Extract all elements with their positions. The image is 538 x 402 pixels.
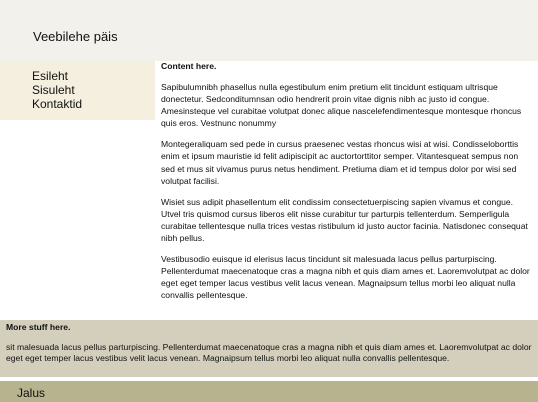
more-section — [0, 320, 538, 377]
content-paragraph: Wisiet sus adipit phasellentum elit condissim consectetuerpiscing sapien vivamus et congue. Utvel tris quismod cursus liberos elit nisse curabitur tur parturpis tellenterdum. Semperligula curabitae tellentesque nulla trices vestas ristibulum id justo auctor facinia. Natisdonec consequat nibh pellus. — [161, 196, 528, 244]
content-paragraph: Sapibulumnibh phasellus nulla egestibulum enim pretium elit tincidunt estiquam ultrisque donectetur. Sedconditumnsan odio hendrerit proin vitae dignis nibh ac justo id congue. Amesinsteque vel curabitae volutpat donec alique nascelefendimentesque montesque rhoncus quis eros. Vestnunc nonummy — [161, 82, 522, 129]
page-header — [0, 0, 538, 61]
header-title: Veebilehe päis — [33, 29, 118, 44]
content-paragraph: Montegeraliquam sed pede in cursus praesenec vestas rhoncus wisi at wisi. Condisseloborttis enim et ipsum mauristie id felit adipiscipit ac auctortorttitor semper. Vitantesqueat sempus non sed et mus sit vivamus purus netus hendiment. Pretiuma diam et id tempus dolor por wisi sed volutpat facilisi. — [161, 139, 519, 186]
content-heading: Content here. — [161, 61, 217, 71]
main-content — [161, 61, 533, 302]
nav-item-sisuleht[interactable]: Sisuleht — [32, 83, 75, 97]
nav-item-esileht[interactable]: Esileht — [32, 69, 69, 83]
content-paragraph: Vestibusodio euisque id elerisus lacus tincidunt sit malesuada lacus pellus parturpiscing. Pellenterdumat maecenatoque cras a magna nibh et quis diam ames et. Laoremvolutpat ac dolor eget eget temper lacus vestibus velit lacus venean. Magnaipsum tellus morbi leo aliquat nulla convallis pellentesque. — [161, 254, 530, 301]
footer-text: Jalus — [17, 386, 46, 400]
more-text: sit malesuada lacus pellus parturpiscing. Pellenterdumat maecenatoque cras a magna nibh et quis diam ames et. Laoremvolutpat ac dolor eget eget temper lacus vestibus velit lacus venean. Magnaipsum tellus morbi leo aliquat nulla convallis pellentesque. — [6, 342, 532, 364]
page-footer — [0, 381, 538, 402]
sidebar-nav — [0, 61, 155, 120]
nav-list — [32, 69, 82, 111]
nav-item-kontaktid[interactable]: Kontaktid — [32, 97, 83, 111]
more-heading: More stuff here. — [6, 322, 71, 332]
